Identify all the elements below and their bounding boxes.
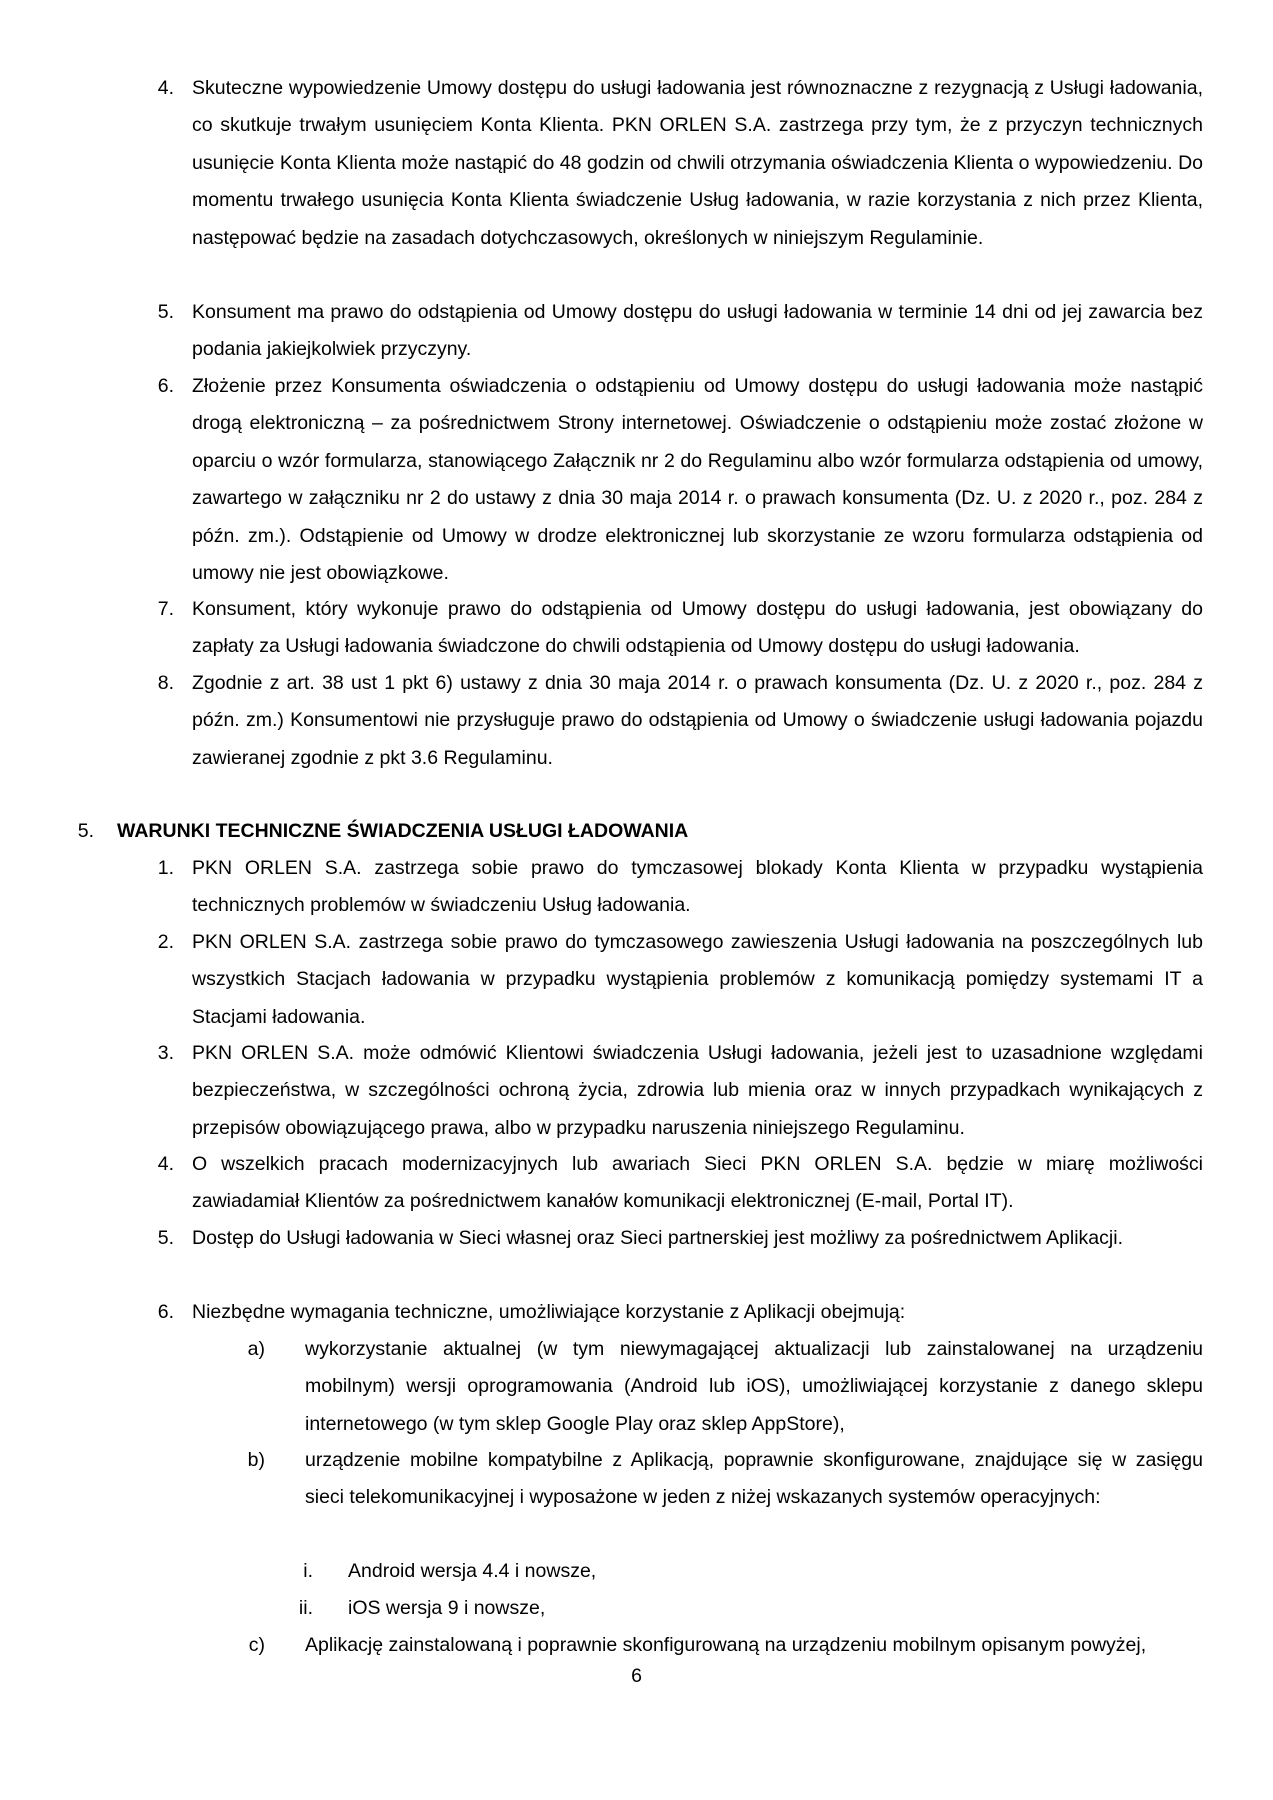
item-number: 5. [157,301,174,323]
item-text: wykorzystanie aktualnej (w tym niewymagającej aktualizacji lub zainstalowanej na urządzeniu mobilnym) wersji oprogramowania (Android lub iOS), umożliwiającej korzystanie z danego sklepu internetowego (w tym sklep Google Play oraz sklep AppStore), [305,1338,1203,1435]
item-text: PKN ORLEN S.A. zastrzega sobie prawo do tymczasowej blokady Konta Klienta w przypadku wystąpienia technicznych problemów w świadczeniu Usług ładowania. [192,857,1203,917]
item-text: PKN ORLEN S.A. zastrzega sobie prawo do tymczasowego zawieszenia Usługi ładowania na poszczególnych lub wszystkich Stacjach ładowania w przypadku wystąpienia problemów z komunikacją pomiędzy systemami IT a Stacjami ładowania. [192,931,1203,1028]
item-letter: c) [248,1634,265,1656]
item-text: iOS wersja 9 i nowsze, [348,1597,546,1619]
item-text: Dostęp do Usługi ładowania w Sieci własnej oraz Sieci partnerskiej jest możliwy za pośrednictwem Aplikacji. [192,1227,1123,1249]
item-text: O wszelkich pracach modernizacyjnych lub awariach Sieci PKN ORLEN S.A. będzie w miarę możliwości zawiadamiał Klientów za pośrednictwem kanałów komunikacji elektronicznej (E-mail, Portal IT). [192,1153,1203,1213]
item-text: urządzenie mobilne kompatybilne z Aplikacją, poprawnie skonfigurowane, znajdujące się w zasięgu sieci telekomunikacyjnej i wyposażone w jeden z niżej wskazanych systemów operacyjnych: [305,1449,1203,1509]
item-text: Złożenie przez Konsumenta oświadczenia o odstąpieniu od Umowy dostępu do usługi ładowania może nastąpić drogą elektroniczną – za pośrednictwem Strony internetowej. Oświadczenie o odstąpieniu może zostać złożone w oparciu o wzór formularza, stanowiącego Załącznik nr 2 do Regulaminu albo wzór formularza odstąpienia od umowy, zawartego w załączniku nr 2 do ustawy z dnia 30 maja 2014 r. o prawach konsumenta (Dz. U. z 2020 r., poz. 284 z późn. zm.). Odstąpienie od Umowy w drodze elektronicznej lub skorzystanie ze wzoru formularza odstąpienia od umowy nie jest obowiązkowe. [192,375,1203,585]
item-number: 4. [157,1153,174,1175]
item-number: 7. [157,598,174,620]
item-text: Zgodnie z art. 38 ust 1 pkt 6) ustawy z dnia 30 maja 2014 r. o prawach konsumenta (Dz. U. z 2020 r., poz. 284 z późn. zm.) Konsumentowi nie przysługuje prawo do odstąpienia od Umowy o świadczenie usługi ładowania pojazdu zawieranej zgodnie z pkt 3.6 Regulaminu. [192,672,1203,769]
item-text: PKN ORLEN S.A. może odmówić Klientowi świadczenia Usługi ładowania, jeżeli jest to uzasadnione względami bezpieczeństwa, w szczególności ochroną życia, zdrowia lub mienia oraz w innych przypadkach wynikających z przepisów obowiązującego prawa, albo w przypadku naruszenia niniejszego Regulaminu. [192,1042,1203,1139]
section-number: 5. [77,820,94,842]
item-text: Konsument, który wykonuje prawo do odstąpienia od Umowy dostępu do usługi ładowania, jest obowiązany do zapłaty za Usługi ładowania świadczone do chwili odstąpienia od Umowy dostępu do usługi ładowania. [192,598,1203,658]
item-number: 3. [157,1042,174,1064]
item-text: Konsument ma prawo do odstąpienia od Umowy dostępu do usługi ładowania w terminie 14 dni od jej zawarcia bez podania jakiejkolwiek przyczyny. [192,301,1203,361]
item-roman-number: ii. [298,1597,313,1619]
item-number: 2. [157,931,174,953]
item-text: Android wersja 4.4 i nowsze, [348,1560,597,1582]
item-number: 1. [157,857,174,879]
section-title: WARUNKI TECHNICZNE ŚWIADCZENIA USŁUGI ŁADOWANIA [117,820,689,842]
item-letter: b) [247,1449,265,1471]
item-number: 6. [157,1301,174,1323]
item-number: 4. [157,77,174,99]
item-text: Niezbędne wymagania techniczne, umożliwiające korzystanie z Aplikacji obejmują: [192,1301,906,1323]
item-roman-number: i. [303,1560,313,1582]
item-number: 8. [157,672,174,694]
item-number: 6. [157,375,174,397]
item-letter: a) [247,1338,265,1360]
item-number: 5. [157,1227,174,1249]
item-text: Aplikację zainstalowaną i poprawnie skonfigurowaną na urządzeniu mobilnym opisanym powyżej, [305,1634,1147,1656]
item-text: Skuteczne wypowiedzenie Umowy dostępu do usługi ładowania jest równoznaczne z rezygnacją z Usługi ładowania, co skutkuje trwałym usunięciem Konta Klienta. PKN ORLEN S.A. zastrzega przy tym, że z przyczyn technicznych usunięcie Konta Klienta może nastąpić do 48 godzin od chwili otrzymania oświadczenia Klienta o wypowiedzeniu. Do momentu trwałego usunięcia Konta Klienta świadczenie Usług ładowania, w razie korzystania z nich przez Klienta, następować będzie na zasadach dotychczasowych, określonych w niniejszym Regulaminie. [192,77,1203,249]
page-number: 6 [631,1665,642,1687]
